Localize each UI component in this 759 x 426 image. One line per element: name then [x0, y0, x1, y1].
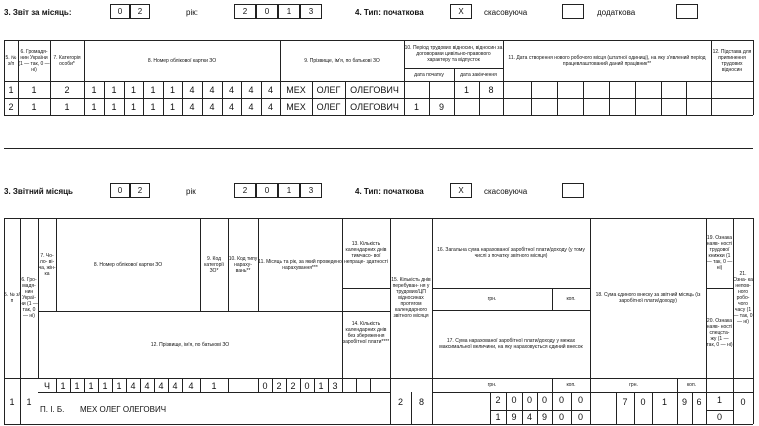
accrual-year-digit[interactable]: 0	[304, 381, 310, 391]
card-digit[interactable]: 1	[111, 85, 117, 95]
report-month-label: 3. Звітний місяць	[4, 187, 73, 196]
month-digit-2[interactable]: 2	[130, 183, 150, 198]
row-number: 2	[8, 102, 14, 112]
last-name-cell[interactable]: МЕХ	[286, 102, 306, 112]
c17-grn-digit[interactable]: 9	[541, 412, 547, 422]
year-digit-1[interactable]: 2	[234, 4, 256, 19]
card-digit[interactable]: 1	[150, 102, 156, 112]
card-digit[interactable]: 1	[150, 85, 156, 95]
c16-grn-digit[interactable]: 2	[495, 395, 501, 405]
month-digit-2[interactable]: 2	[130, 4, 150, 19]
grn-label: грн.	[487, 382, 497, 388]
header-c21: 21. Озна- ка непов- ного робо- чого часу (1 — так, 0 — ні)	[733, 271, 753, 325]
card-digit[interactable]: 1	[130, 102, 136, 112]
header-c11: 11. Дата створення нового робочого місця (штатної одиниці), на яку з'явлений період працевлаштований даний працівник**	[508, 54, 706, 67]
card-digit[interactable]: 1	[130, 85, 136, 95]
card-digit[interactable]: 4	[172, 381, 178, 391]
header-c7: 7. Категорія особи*	[53, 54, 81, 67]
header-c5: 5. № з/п	[4, 292, 20, 304]
accrual-year-digit[interactable]: 3	[332, 381, 338, 391]
report-month-label: 3. Звіт за місяць:	[4, 8, 72, 17]
header-c6: 6. Громадя- нин України (1 — так, 0 — ні)	[18, 48, 50, 73]
accrual-month-digit[interactable]: 0	[262, 381, 268, 391]
card-digit[interactable]: 1	[91, 85, 97, 95]
first-name-cell[interactable]: ОЛЕГ	[316, 102, 341, 112]
month-digit-1[interactable]: 0	[110, 4, 130, 19]
month-digit-1[interactable]: 0	[110, 183, 130, 198]
c17-kop-digit[interactable]: 0	[577, 412, 583, 422]
days-digit[interactable]: 8	[418, 397, 424, 407]
card-digit[interactable]: 1	[88, 381, 94, 391]
year-label: рік:	[186, 8, 198, 17]
type-initial-checkbox[interactable]: X	[450, 183, 472, 198]
cancel-label: скасовуюча	[484, 187, 528, 196]
card-digit[interactable]: 1	[60, 381, 66, 391]
full-name-cell[interactable]: МЕХ ОЛЕГ ОЛЕГОВИЧ	[80, 405, 167, 414]
header-c14: 14. Кількість календарних днів без збереження заробітної плати****	[342, 321, 390, 345]
row-number: 1	[9, 397, 15, 407]
grn-label-18: грн.	[629, 382, 638, 388]
type-cancel-checkbox[interactable]	[562, 4, 584, 19]
patronymic-cell[interactable]: ОЛЕГОВИЧ	[350, 102, 399, 112]
card-digit[interactable]: 1	[102, 381, 108, 391]
c17-grn-digit[interactable]: 9	[511, 412, 517, 422]
citizen-cell[interactable]: 1	[31, 85, 37, 95]
card-digit[interactable]: 1	[74, 381, 80, 391]
card-digit[interactable]: 4	[189, 85, 195, 95]
header-c19: 19. Ознака наяв- ності трудової книжки (1 — так, 0 — ні)	[706, 235, 733, 271]
card-digit[interactable]: 4	[267, 85, 273, 95]
c16-grn-digit[interactable]: 0	[511, 395, 517, 405]
patronymic-cell[interactable]: ОЛЕГОВИЧ	[350, 85, 399, 95]
card-digit[interactable]: 1	[111, 102, 117, 112]
header-c12: 12. Підстава для припинення трудових відносин	[712, 48, 752, 73]
c17-kop-digit[interactable]: 0	[558, 412, 564, 422]
c18-kop-digit[interactable]: 6	[696, 397, 702, 407]
card-digit[interactable]: 4	[248, 85, 254, 95]
card-digit[interactable]: 4	[144, 381, 150, 391]
header-c16-grn: грн.	[487, 296, 497, 302]
name-prefix: П. І. Б.	[40, 405, 65, 414]
card-digit[interactable]: 1	[169, 102, 175, 112]
c19-cell[interactable]: 1	[716, 395, 722, 405]
header-c6: 6. Гро- мадя- нин Украї- ни (1 — так, 0 — ні)	[20, 277, 38, 319]
card-digit[interactable]: 4	[228, 85, 234, 95]
header-c8: 8. Номер облікової картки ЗО	[147, 57, 217, 64]
year-digit-3[interactable]: 1	[278, 183, 300, 198]
header-c5: 5. № з/п	[5, 54, 17, 67]
first-name-cell[interactable]: ОЛЕГ	[316, 85, 341, 95]
citizen-cell[interactable]: 1	[26, 397, 32, 407]
type-additional-checkbox[interactable]	[676, 4, 698, 19]
card-digit[interactable]: 4	[158, 381, 164, 391]
c16-kop-digit[interactable]: 0	[577, 395, 583, 405]
kop-label-18: коп.	[686, 382, 697, 388]
citizen-cell[interactable]: 1	[31, 102, 37, 112]
type-initial-checkbox[interactable]: X	[450, 4, 472, 19]
header-c7: 7. Чо- ло- ві- ча, жін- ка	[38, 252, 56, 277]
c18-grn-digit[interactable]: 0	[640, 397, 646, 407]
category-cell[interactable]: 2	[64, 85, 70, 95]
category-cell[interactable]: 1	[64, 102, 70, 112]
header-c10: 10. Код типу нараху- вань**	[228, 255, 258, 274]
header-c13: 13. Кількість календарних днів тимчасо- вої непраце- здатності	[344, 241, 388, 265]
header-c10-start: дата початку	[414, 71, 444, 78]
year-digit-4[interactable]: 3	[300, 4, 322, 19]
year-digit-2[interactable]: 0	[256, 4, 278, 19]
c17-grn-digit[interactable]: 4	[526, 412, 532, 422]
header-c8: 8. Номер облікової картки ЗО	[93, 261, 163, 268]
end-date-digit[interactable]: 8	[488, 85, 494, 95]
card-digit[interactable]: 1	[116, 381, 122, 391]
card-digit[interactable]: 4	[189, 102, 195, 112]
header-c12: 12. Прізвище, ім'я, по батькові ЗО	[150, 341, 230, 348]
header-c20: 20. Ознака наяв- ності спецста- жу (1 — так, 0 — ні)	[706, 318, 733, 348]
days-digit[interactable]: 2	[397, 397, 403, 407]
kop-label: коп.	[566, 382, 576, 388]
card-digit[interactable]: 4	[209, 85, 215, 95]
category-code-cell[interactable]: 1	[211, 381, 217, 391]
header-c10-end: дата закінчення	[460, 71, 497, 78]
card-digit[interactable]: 1	[91, 102, 97, 112]
header-c16: 16. Загальна сума нарахованої заробітної плати/доходу (у тому числі з початку звітного місяця)	[437, 247, 585, 259]
c20-cell[interactable]: 0	[716, 412, 722, 422]
type-cancel-checkbox[interactable]	[562, 183, 584, 198]
accrual-month-digit[interactable]: 2	[276, 381, 282, 391]
header-c16-kop: коп.	[566, 296, 576, 302]
row-number: 1	[8, 85, 14, 95]
c21-cell[interactable]: 0	[740, 397, 746, 407]
type-label: 4. Тип: початкова	[355, 187, 424, 196]
card-digit[interactable]: 4	[188, 381, 194, 391]
start-date-digit[interactable]: 9	[438, 102, 444, 112]
accrual-year-digit[interactable]: 2	[290, 381, 296, 391]
header-c17: 17. Сума нарахованої заробітної плати/доходу у межах максимальної величини, на яку нараховується єдиний внесок	[439, 338, 583, 350]
c16-grn-digit[interactable]: 0	[526, 395, 532, 405]
type-label: 4. Тип: початкова	[355, 8, 424, 17]
year-label: рік	[186, 187, 196, 196]
header-c10: 10. Період трудових відносин, відносин за договорами цивільно-правового характеру та відпусток	[404, 45, 503, 63]
card-digit[interactable]: 4	[267, 102, 273, 112]
year-digit-3[interactable]: 1	[278, 4, 300, 19]
header-c9: 9. Код категорії ЗО*	[204, 255, 224, 274]
card-digit[interactable]: 4	[130, 381, 136, 391]
start-date-digit[interactable]: 1	[413, 102, 419, 112]
header-c9: 9. Прізвище, ім'я, по батькові ЗО	[304, 57, 380, 64]
section-divider	[4, 148, 753, 149]
card-digit[interactable]: 4	[248, 102, 254, 112]
gender-cell[interactable]: Ч	[44, 381, 50, 391]
year-digit-4[interactable]: 3	[300, 183, 322, 198]
last-name-cell[interactable]: МЕХ	[286, 85, 306, 95]
c18-grn-digit[interactable]: 1	[661, 397, 667, 407]
c18-kop-digit[interactable]: 9	[681, 397, 687, 407]
card-digit[interactable]: 4	[228, 102, 234, 112]
year-digit-2[interactable]: 0	[256, 183, 278, 198]
year-digit-1[interactable]: 2	[234, 183, 256, 198]
card-digit[interactable]: 4	[209, 102, 215, 112]
header-c18: 18. Сума єдиного внеску за звітний місяць (із заробітної плати/доходу)	[595, 292, 701, 304]
cancel-label: скасовуюча	[484, 8, 528, 17]
c16-kop-digit[interactable]: 0	[558, 395, 564, 405]
header-c15: 15. Кількість днів перебуван- ня у трудових/ЦП відносинах протягом календарного звітного місяця	[391, 277, 431, 319]
end-date-digit[interactable]: 1	[463, 85, 469, 95]
accrual-year-digit[interactable]: 1	[318, 381, 324, 391]
card-digit[interactable]: 1	[169, 85, 175, 95]
additional-label: додаткова	[597, 8, 636, 17]
c18-grn-digit[interactable]: 7	[622, 397, 628, 407]
c16-grn-digit[interactable]: 0	[541, 395, 547, 405]
c17-grn-digit[interactable]: 1	[495, 412, 501, 422]
header-c11: 11. Місяць та рік, за який проведено нарахування***	[258, 258, 342, 271]
